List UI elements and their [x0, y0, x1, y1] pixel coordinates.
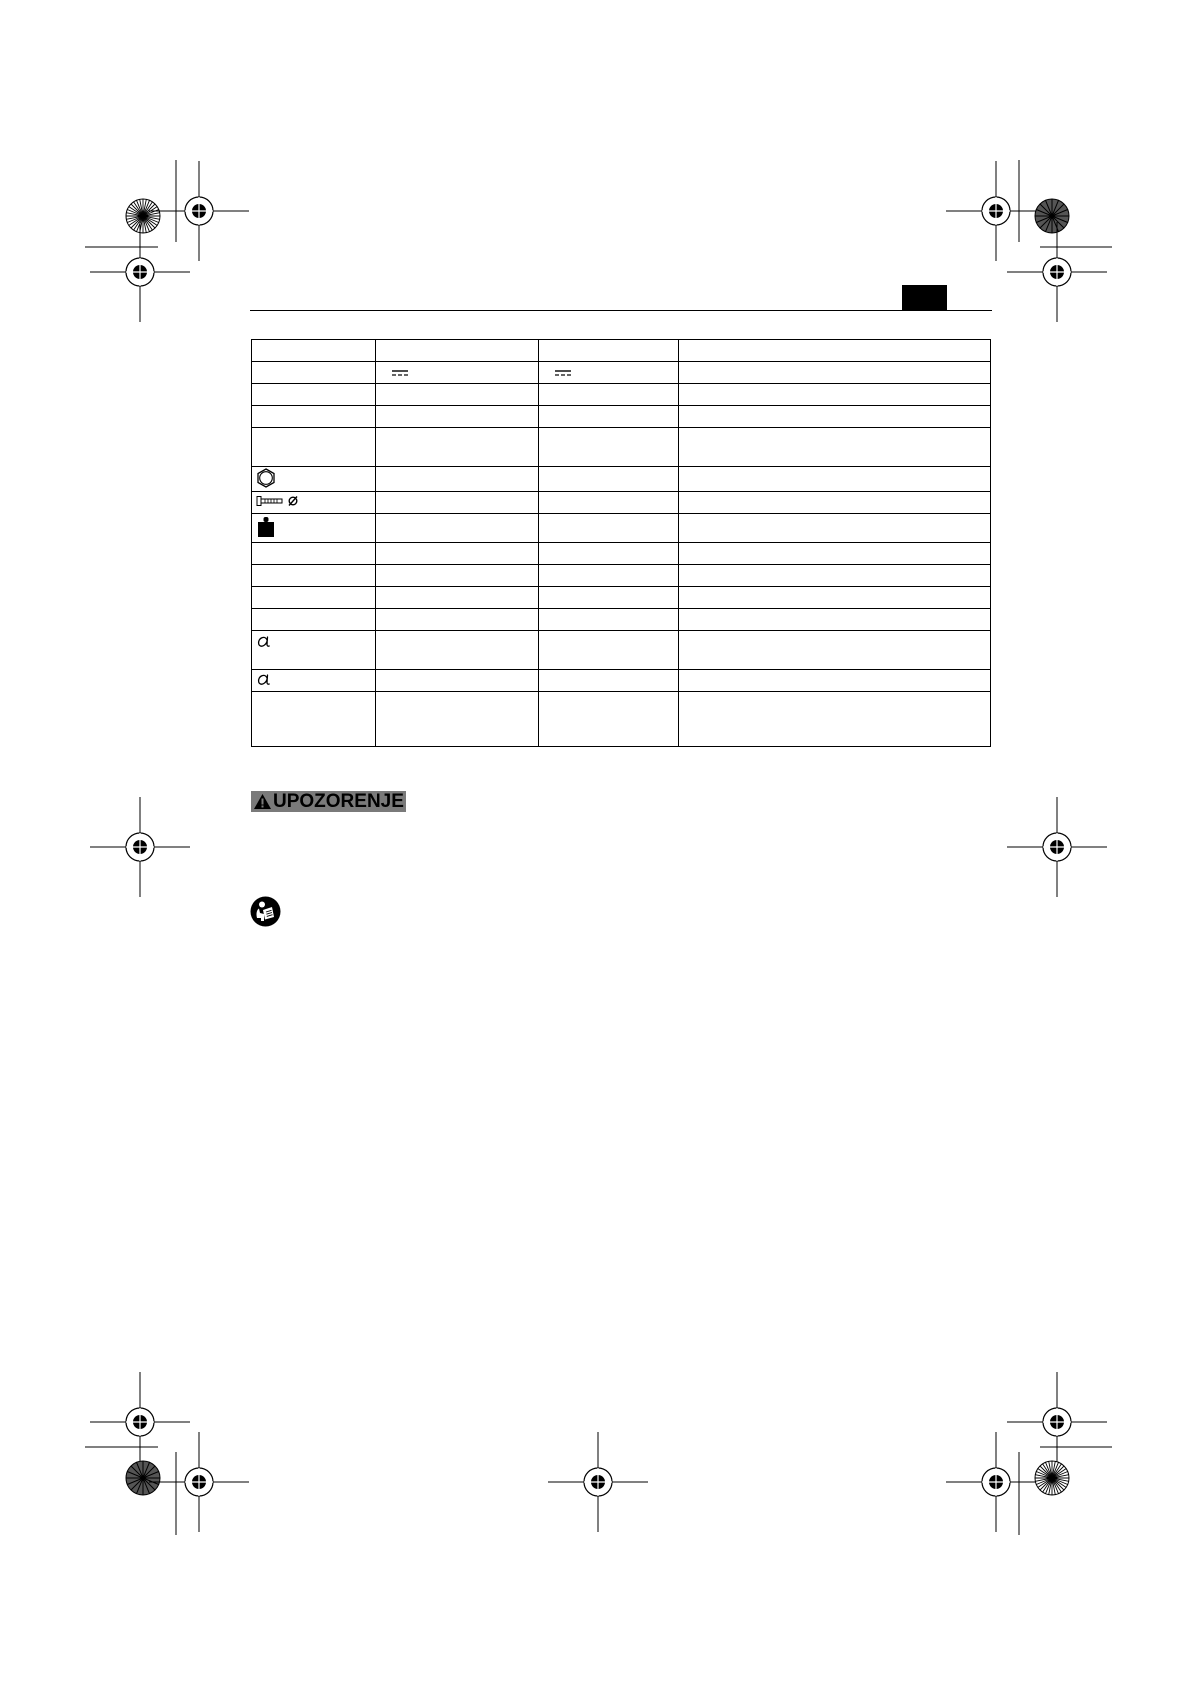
table-cell: [679, 587, 991, 609]
table-cell: [679, 543, 991, 565]
table-row: [252, 565, 991, 587]
table-cell: [679, 340, 991, 362]
table-cell: [252, 384, 376, 406]
table-cell: [539, 514, 679, 543]
table-cell: [679, 514, 991, 543]
table-cell: [252, 692, 376, 747]
hex-nut-icon: [256, 468, 276, 488]
table-cell: [252, 609, 376, 631]
table-cell: [679, 609, 991, 631]
table-cell: [539, 565, 679, 587]
table-cell: [252, 467, 376, 492]
table-cell: [679, 492, 991, 514]
table-cell: [539, 670, 679, 692]
table-row: [252, 670, 991, 692]
table-row: [252, 587, 991, 609]
table-cell: [539, 692, 679, 747]
table-cell: [376, 565, 539, 587]
table-cell: [376, 609, 539, 631]
table-cell: [376, 631, 539, 670]
table-cell: [679, 467, 991, 492]
table-cell: [539, 467, 679, 492]
table-cell: [539, 384, 679, 406]
table-cell: [376, 428, 539, 467]
table-cell: [252, 543, 376, 565]
table-cell: [679, 362, 991, 384]
table-cell: [539, 609, 679, 631]
table-cell: [539, 406, 679, 428]
table-row: [252, 514, 991, 543]
table-cell: [252, 565, 376, 587]
table-cell: [376, 692, 539, 747]
spec-table: [251, 339, 991, 747]
table-row: [252, 384, 991, 406]
table-cell: [376, 514, 539, 543]
table-cell: [252, 492, 376, 514]
table-cell: [376, 587, 539, 609]
table-cell: [252, 514, 376, 543]
acceleration-icon: [256, 672, 272, 686]
table-cell: [376, 384, 539, 406]
language-tab: [902, 285, 947, 310]
table-cell: [376, 670, 539, 692]
warning-triangle-icon: [253, 793, 272, 810]
table-cell: [252, 631, 376, 670]
table-row: [252, 492, 991, 514]
table-cell: [679, 428, 991, 467]
table-row: [252, 543, 991, 565]
header-rule: [250, 310, 992, 311]
table-cell: [376, 340, 539, 362]
table-cell: [376, 406, 539, 428]
dc-current-icon: [392, 369, 408, 377]
table-row: [252, 340, 991, 362]
table-cell: [679, 406, 991, 428]
table-cell: [679, 631, 991, 670]
table-cell: [539, 340, 679, 362]
acceleration-icon: [256, 634, 272, 648]
table-row: [252, 692, 991, 747]
table-cell: [252, 340, 376, 362]
table-cell: [679, 670, 991, 692]
table-cell: [252, 428, 376, 467]
table-cell: [539, 631, 679, 670]
table-cell: [539, 428, 679, 467]
table-cell: [679, 384, 991, 406]
table-cell: [376, 362, 539, 384]
table-cell: [376, 492, 539, 514]
table-row: [252, 631, 991, 670]
table-cell: [679, 565, 991, 587]
table-cell: [252, 406, 376, 428]
read-manual-icon: [250, 896, 281, 927]
table-cell: [539, 492, 679, 514]
table-cell: [252, 587, 376, 609]
table-cell: [539, 543, 679, 565]
table-cell: [376, 467, 539, 492]
table-cell: [252, 362, 376, 384]
weight-icon: [256, 516, 276, 538]
table-row: [252, 609, 991, 631]
dc-current-icon: [555, 369, 571, 377]
table-cell: [539, 362, 679, 384]
table-cell: [376, 543, 539, 565]
bolt-diameter-icon: [256, 495, 300, 507]
table-row: [252, 467, 991, 492]
table-row: [252, 428, 991, 467]
table-cell: [539, 587, 679, 609]
table-cell: [679, 692, 991, 747]
warning-label: [251, 791, 406, 812]
table-row: [252, 406, 991, 428]
table-row: [252, 362, 991, 384]
table-cell: [252, 670, 376, 692]
warning-label-text: UPOZORENJE: [273, 791, 404, 812]
